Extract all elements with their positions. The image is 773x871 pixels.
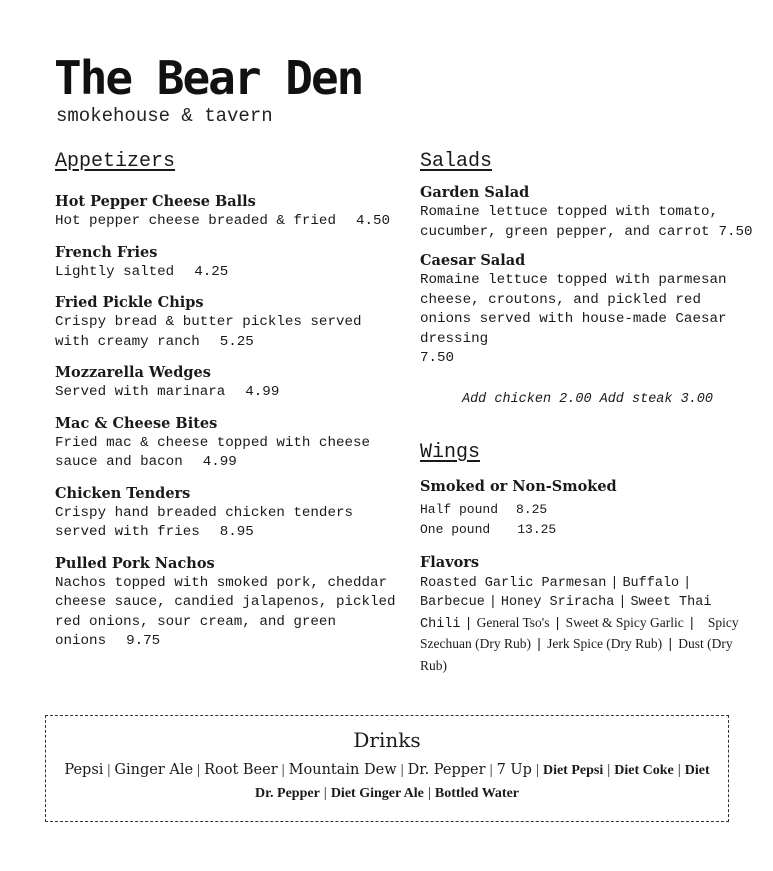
- drink: Ginger Ale: [114, 762, 194, 778]
- item-price: 8.25: [516, 501, 548, 517]
- wings-size-row: Half pound 8.25: [420, 501, 548, 517]
- wings-sizes: [420, 500, 755, 540]
- item-price: 7.50: [718, 223, 753, 240]
- item-name: Caesar Salad: [420, 252, 526, 269]
- drinks-section: [45, 715, 729, 822]
- item-name: Pulled Pork Nachos: [55, 554, 215, 572]
- salads-heading: Salads: [420, 150, 493, 173]
- wings-subheading: Smoked or Non-Smoked: [420, 477, 617, 495]
- item-description: Nachos topped with smoked pork, cheddar cheese sauce, candied jalapenos, pickled red onions, sour cream, and green onions 9.75: [55, 574, 396, 649]
- item-price: 5.25: [219, 333, 254, 350]
- flavor: Jerk Spice (Dry Rub): [547, 636, 663, 651]
- appetizers-heading: Appetizers: [55, 150, 176, 173]
- item-price: 8.95: [219, 524, 254, 540]
- item-price: 4.25: [194, 263, 229, 280]
- appetizers-section: [55, 150, 400, 663]
- drink: Dr. Pepper: [407, 762, 486, 778]
- drink: Mountain Dew: [288, 762, 397, 778]
- item-price: 9.75: [126, 633, 161, 649]
- menu-item: [420, 251, 755, 369]
- wings-heading: Wings: [420, 440, 481, 464]
- drink: 7 Up: [496, 762, 532, 778]
- item-name: French Fries: [55, 243, 158, 261]
- drinks-heading: Drinks: [353, 728, 421, 752]
- item-description: Romaine lettuce topped with parmesan cheese, croutons, and pickled red onions served with house-made Caesar dressing 7.50: [420, 272, 727, 366]
- item-description: Crispy hand breaded chicken tenders served with fries 8.95: [55, 504, 353, 540]
- flavor: Dust (Dry Rub): [420, 636, 733, 673]
- drink: Diet Dr. Pepper: [254, 763, 710, 801]
- menu-item: [55, 293, 400, 352]
- item-name: Hot Pepper Cheese Balls: [55, 193, 256, 210]
- menu-item: [55, 554, 400, 652]
- item-description: Crispy bread & butter pickles served with creamy ranch 5.25: [55, 314, 362, 350]
- item-name: Fried Pickle Chips: [55, 294, 204, 311]
- item-name: Mac & Cheese Bites: [55, 414, 218, 432]
- drink: Bottled Water: [434, 786, 520, 801]
- addon-option: Add chicken 2.00: [461, 391, 592, 407]
- item-price: 4.99: [245, 384, 280, 400]
- restaurant-subtitle: smokehouse & tavern: [56, 105, 273, 127]
- drink: Pepsi: [64, 762, 104, 778]
- menu-item: [420, 183, 755, 242]
- item-price: 4.99: [202, 454, 237, 470]
- menu-item: [55, 243, 400, 283]
- flavor: Sweet & Spicy Garlic: [565, 614, 684, 630]
- menu-item: [55, 363, 400, 403]
- item-name: Chicken Tenders: [55, 484, 191, 502]
- item-price: 7.50: [420, 350, 455, 366]
- item-description: Hot pepper cheese breaded & fried 4.50: [55, 213, 391, 229]
- item-price: 13.25: [517, 521, 557, 537]
- flavor: General Tso's: [476, 614, 550, 630]
- item-name: Garden Salad: [420, 184, 530, 201]
- flavor: Roasted Garlic Parmesan: [420, 575, 607, 591]
- flavor: Honey Sriracha: [500, 595, 615, 610]
- item-description: Served with marinara 4.99: [55, 384, 280, 400]
- menu-item: [55, 192, 400, 232]
- drinks-list: Pepsi | Ginger Ale | Root Beer | Mountain Dew | Dr. Pepper | 7 Up | Diet Pepsi | Diet Coke | Diet Dr. Pepper | Diet Ginger Ale | Bottled Water: [64, 762, 710, 801]
- item-description: Fried mac & cheese topped with cheese sauce and bacon 4.99: [55, 434, 371, 470]
- drink: Diet Coke: [614, 763, 674, 778]
- flavor: Sweet Thai Chili: [420, 595, 712, 632]
- item-name: Mozzarella Wedges: [55, 364, 211, 381]
- drink: Root Beer: [204, 762, 278, 778]
- wings-size-row: One pound 13.25: [420, 521, 557, 537]
- menu-item: [55, 414, 400, 473]
- flavors-list: Roasted Garlic Parmesan | Buffalo | Barbecue | Honey Sriracha | Sweet Thai Chili | General Tso's | Sweet & Spicy Garlic | Spicy Szechuan (Dry Rub) | Jerk Spice (Dry Rub) | Dust (Dry Rub): [420, 575, 739, 673]
- flavors-heading: Flavors: [420, 553, 480, 571]
- drink: Diet Pepsi: [542, 763, 604, 778]
- right-column: [420, 150, 755, 677]
- addon-option: Add steak 3.00: [599, 391, 714, 407]
- flavor: Barbecue: [420, 595, 485, 610]
- item-price: 4.50: [355, 213, 391, 229]
- flavor: Spicy Szechuan (Dry Rub): [420, 614, 739, 651]
- item-description: Lightly salted 4.25: [55, 263, 229, 280]
- item-description: Romaine lettuce topped with tomato, cucumber, green pepper, and carrot 7.50: [420, 204, 753, 240]
- salad-addons: [420, 391, 755, 409]
- restaurant-title: The Bear Den: [54, 51, 363, 105]
- flavor: Buffalo: [622, 575, 680, 591]
- menu-item: [55, 484, 400, 543]
- drink: Diet Ginger Ale: [330, 786, 424, 801]
